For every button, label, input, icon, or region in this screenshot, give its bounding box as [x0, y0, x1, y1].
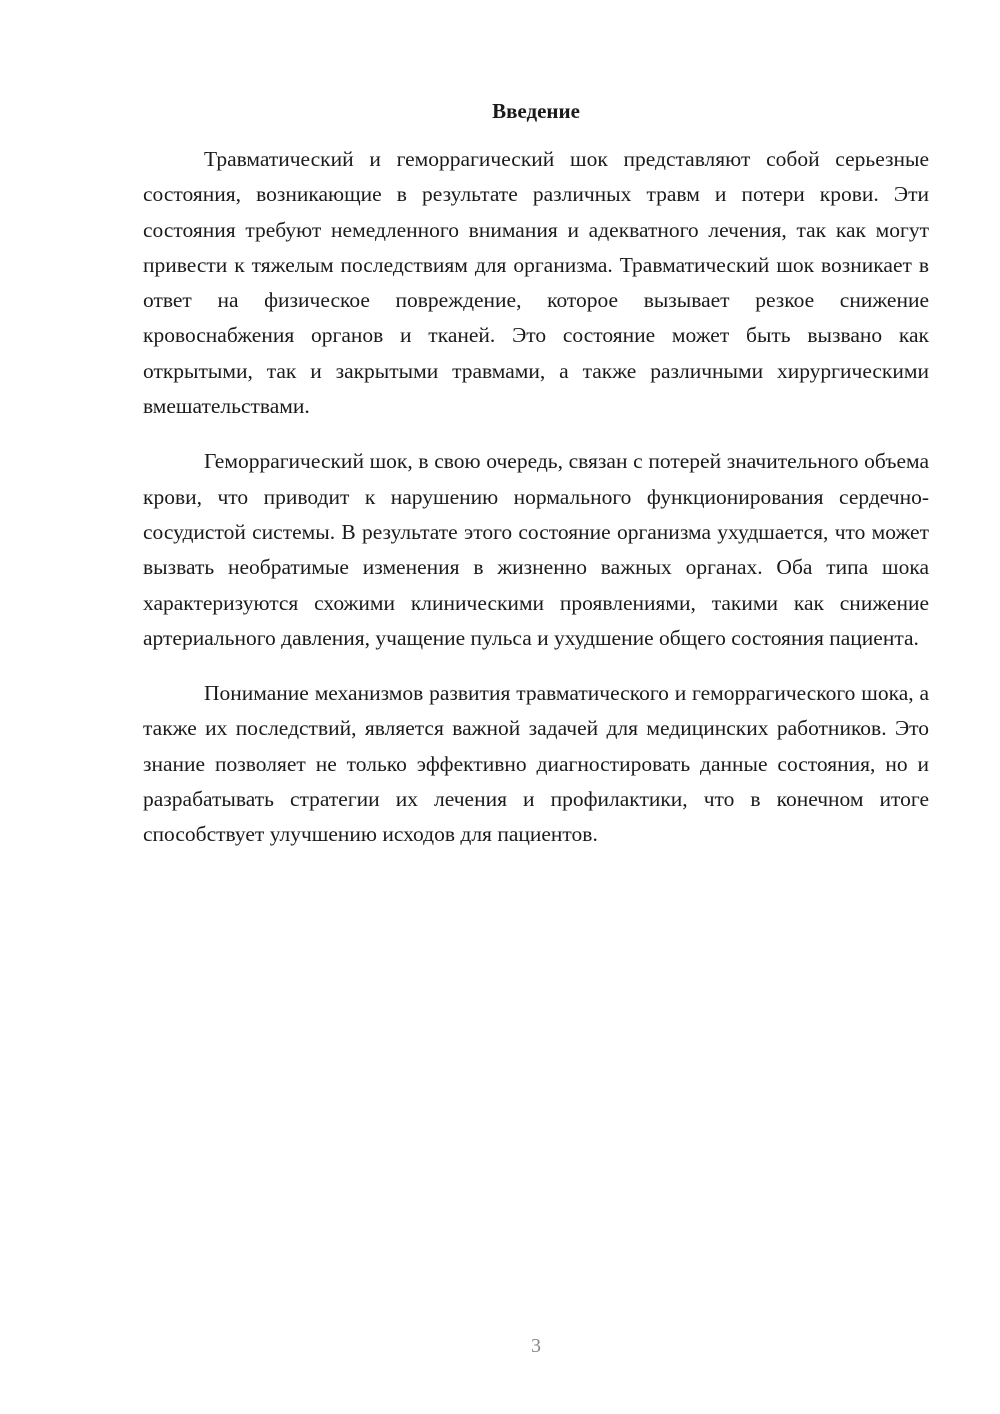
paragraph-1: Травматический и геморрагический шок представляют собой серьезные состояния, возникающие в результате различных травм и потери крови. Эти состояния требуют немедленного внимания и адекватного лечения, так как могут привести к тяжелым последствиям для организма. Травматический шок возникает в ответ на физическое повреждение, которое вызывает резкое снижение кровоснабжения органов и тканей. Это состояние может быть вызвано как открытыми, так и закрытыми травмами, а также различными хирургическими вмешательствами. [143, 147, 929, 419]
paragraph-3: Понимание механизмов развития травматического и геморрагического шока, а также их последствий, является важной задачей для медицинских работников. Это знание позволяет не только эффективно диагностировать данные состояния, но и разрабатывать стратегии их лечения и профилактики, что в конечном итоге способствует улучшению исходов для пациентов. [143, 681, 929, 847]
paragraph-2: Геморрагический шок, в свою очередь, связан с потерей значительного объема крови, что приводит к нарушению нормального функционирования сердечно-сосудистой системы. В результате этого состояние организма ухудшается, что может вызвать необратимые изменения в жизненно важных органах. Оба типа шока характеризуются схожими клиническими проявлениями, такими как снижение артериального давления, учащение пульса и ухудшение общего состояния пациента. [143, 449, 929, 650]
body-text [143, 142, 929, 873]
section-title: Введение [492, 99, 580, 123]
page-number: 3 [531, 1335, 541, 1357]
